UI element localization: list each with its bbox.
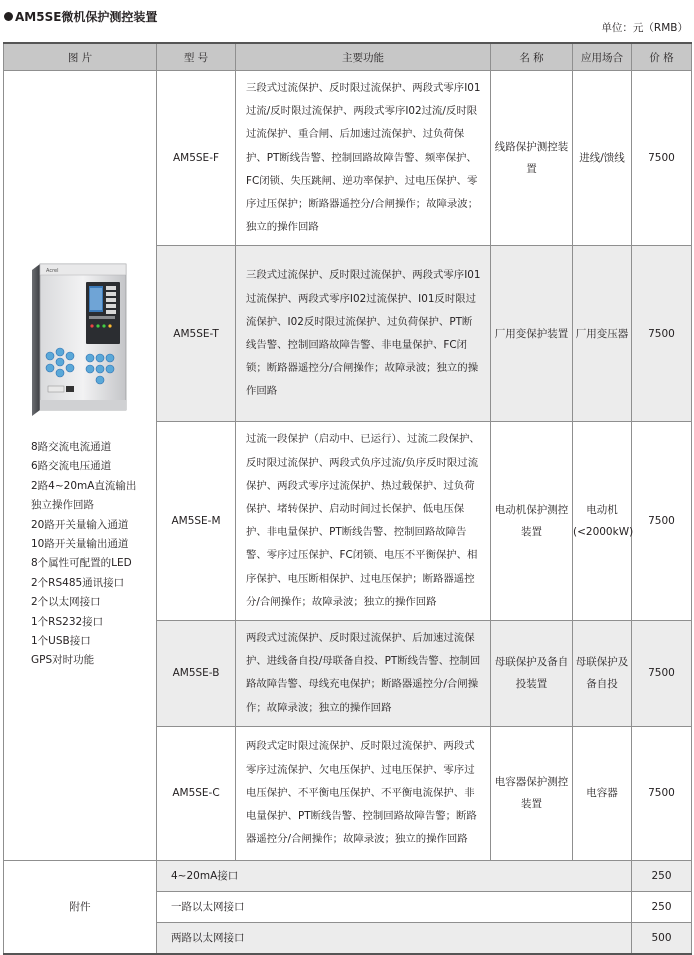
table-row bbox=[4, 71, 692, 246]
product-name-cell: 电容器保护测控装置 bbox=[491, 726, 573, 860]
model-cell: AM5SE-T bbox=[157, 246, 236, 422]
feature-item: 独立操作回路 bbox=[31, 499, 94, 512]
feature-list bbox=[4, 438, 136, 671]
col-header-application: 应用场合 bbox=[573, 43, 632, 71]
product-image-cell bbox=[4, 71, 157, 861]
product-name-cell: 厂用变保护装置 bbox=[491, 246, 573, 422]
price-cell: 7500 bbox=[632, 246, 692, 422]
table-header-row bbox=[4, 43, 692, 71]
col-header-model: 型 号 bbox=[157, 43, 236, 71]
col-header-price: 价 格 bbox=[632, 43, 692, 71]
feature-item: 20路开关量输入通道 bbox=[31, 518, 129, 531]
price-cell: 7500 bbox=[632, 422, 692, 621]
application-cell: 厂用变压器 bbox=[573, 246, 632, 422]
application-cell: 电容器 bbox=[573, 726, 632, 860]
title-text: AM5SE微机保护测控装置 bbox=[15, 10, 158, 24]
col-header-function: 主要功能 bbox=[236, 43, 491, 71]
function-cell: 三段式过流保护、反时限过流保护、两段式零序I01过流/反时限过流保护、两段式零序I02过流/反时限过流保护、重合闸、后加速过流保护、过负荷保护、PT断线告警、控制回路故障告警、频率保护、FC闭锁、失压跳闸、逆功率保护、过电压保护、零序过压保护；断路器遥控分/合闸操作；故障录波；独立的操作回路 bbox=[236, 71, 491, 246]
accessory-name: 4~20mA接口 bbox=[157, 860, 632, 891]
application-cell: 电动机(<2000kW) bbox=[573, 422, 632, 621]
feature-item: GPS对时功能 bbox=[31, 654, 95, 667]
application-cell: 母联保护及备自投 bbox=[573, 621, 632, 727]
accessory-price: 250 bbox=[632, 860, 692, 891]
product-name-cell: 线路保护测控装置 bbox=[491, 71, 573, 246]
feature-item: 8个属性可配置的LED bbox=[31, 557, 132, 570]
accessory-name: 一路以太网接口 bbox=[157, 891, 632, 922]
feature-item: 6路交流电压通道 bbox=[31, 460, 112, 473]
feature-item: 2个RS485通讯接口 bbox=[31, 576, 125, 589]
price-cell: 7500 bbox=[632, 726, 692, 860]
product-name-cell: 电动机保护测控装置 bbox=[491, 422, 573, 621]
function-cell: 三段式过流保护、反时限过流保护、两段式零序I01过流保护、两段式零序I02过流保护、I01反时限过流保护、I02反时限过流保护、过负荷保护、PT断线告警、控制回路故障告警、非电量保护、FC闭锁；断路器遥控分/合闸操作；故障录波；独立的操作回路 bbox=[236, 246, 491, 422]
page-title bbox=[4, 8, 157, 25]
function-cell: 过流一段保护（启动中、已运行）、过流二段保护、反时限过流保护、两段式负序过流/负序反时限过流保护、两段式零序过流保护、热过载保护、过负荷保护、堵转保护、启动时间过长保护、低电压保护、非电量保护、PT断线告警、控制回路故障告警、零序过压保护、FC闭锁、电压不平衡保护、相序保护、电压断相保护、过电压保护；断路器遥控分/合闸操作；故障录波；独立的操作回路 bbox=[236, 422, 491, 621]
model-cell: AM5SE-F bbox=[157, 71, 236, 246]
feature-item: 1个USB接口 bbox=[31, 635, 91, 648]
model-cell: AM5SE-C bbox=[157, 726, 236, 860]
currency-unit: 单位：元（RMB） bbox=[601, 22, 688, 34]
feature-item: 10路开关量输出通道 bbox=[31, 538, 129, 551]
model-cell: AM5SE-M bbox=[157, 422, 236, 621]
col-header-image: 图 片 bbox=[4, 43, 157, 71]
model-cell: AM5SE-B bbox=[157, 621, 236, 727]
spec-table bbox=[3, 42, 692, 955]
bullet-icon bbox=[4, 12, 13, 21]
price-cell: 7500 bbox=[632, 621, 692, 727]
accessories-label: 附件 bbox=[4, 860, 157, 954]
feature-item: 1个RS232接口 bbox=[31, 615, 104, 628]
protection-relay-device-image bbox=[26, 260, 134, 420]
accessory-price: 250 bbox=[632, 891, 692, 922]
col-header-name: 名 称 bbox=[491, 43, 573, 71]
price-cell: 7500 bbox=[632, 71, 692, 246]
application-cell: 进线/馈线 bbox=[573, 71, 632, 246]
accessory-name: 两路以太网接口 bbox=[157, 922, 632, 954]
product-name-cell: 母联保护及备自投装置 bbox=[491, 621, 573, 727]
function-cell: 两段式定时限过流保护、反时限过流保护、两段式零序过流保护、欠电压保护、过电压保护、零序过电压保护、不平衡电压保护、不平衡电流保护、非电量保护、PT断线告警、控制回路故障告警；断路器遥控分/合闸操作；故障录波；独立的操作回路 bbox=[236, 726, 491, 860]
device-brand: Acrel bbox=[46, 267, 59, 274]
accessory-price: 500 bbox=[632, 922, 692, 954]
feature-item: 8路交流电流通道 bbox=[31, 440, 112, 453]
feature-item: 2个以太网接口 bbox=[31, 596, 101, 609]
accessory-row bbox=[4, 860, 692, 891]
function-cell: 两段式过流保护、反时限过流保护、后加速过流保护、进线备自投/母联备自投、PT断线告警、控制回路故障告警、母线充电保护；断路器遥控分/合闸操作；故障录波；独立的操作回路 bbox=[236, 621, 491, 727]
feature-item: 2路4~20mA直流输出 bbox=[31, 479, 137, 492]
